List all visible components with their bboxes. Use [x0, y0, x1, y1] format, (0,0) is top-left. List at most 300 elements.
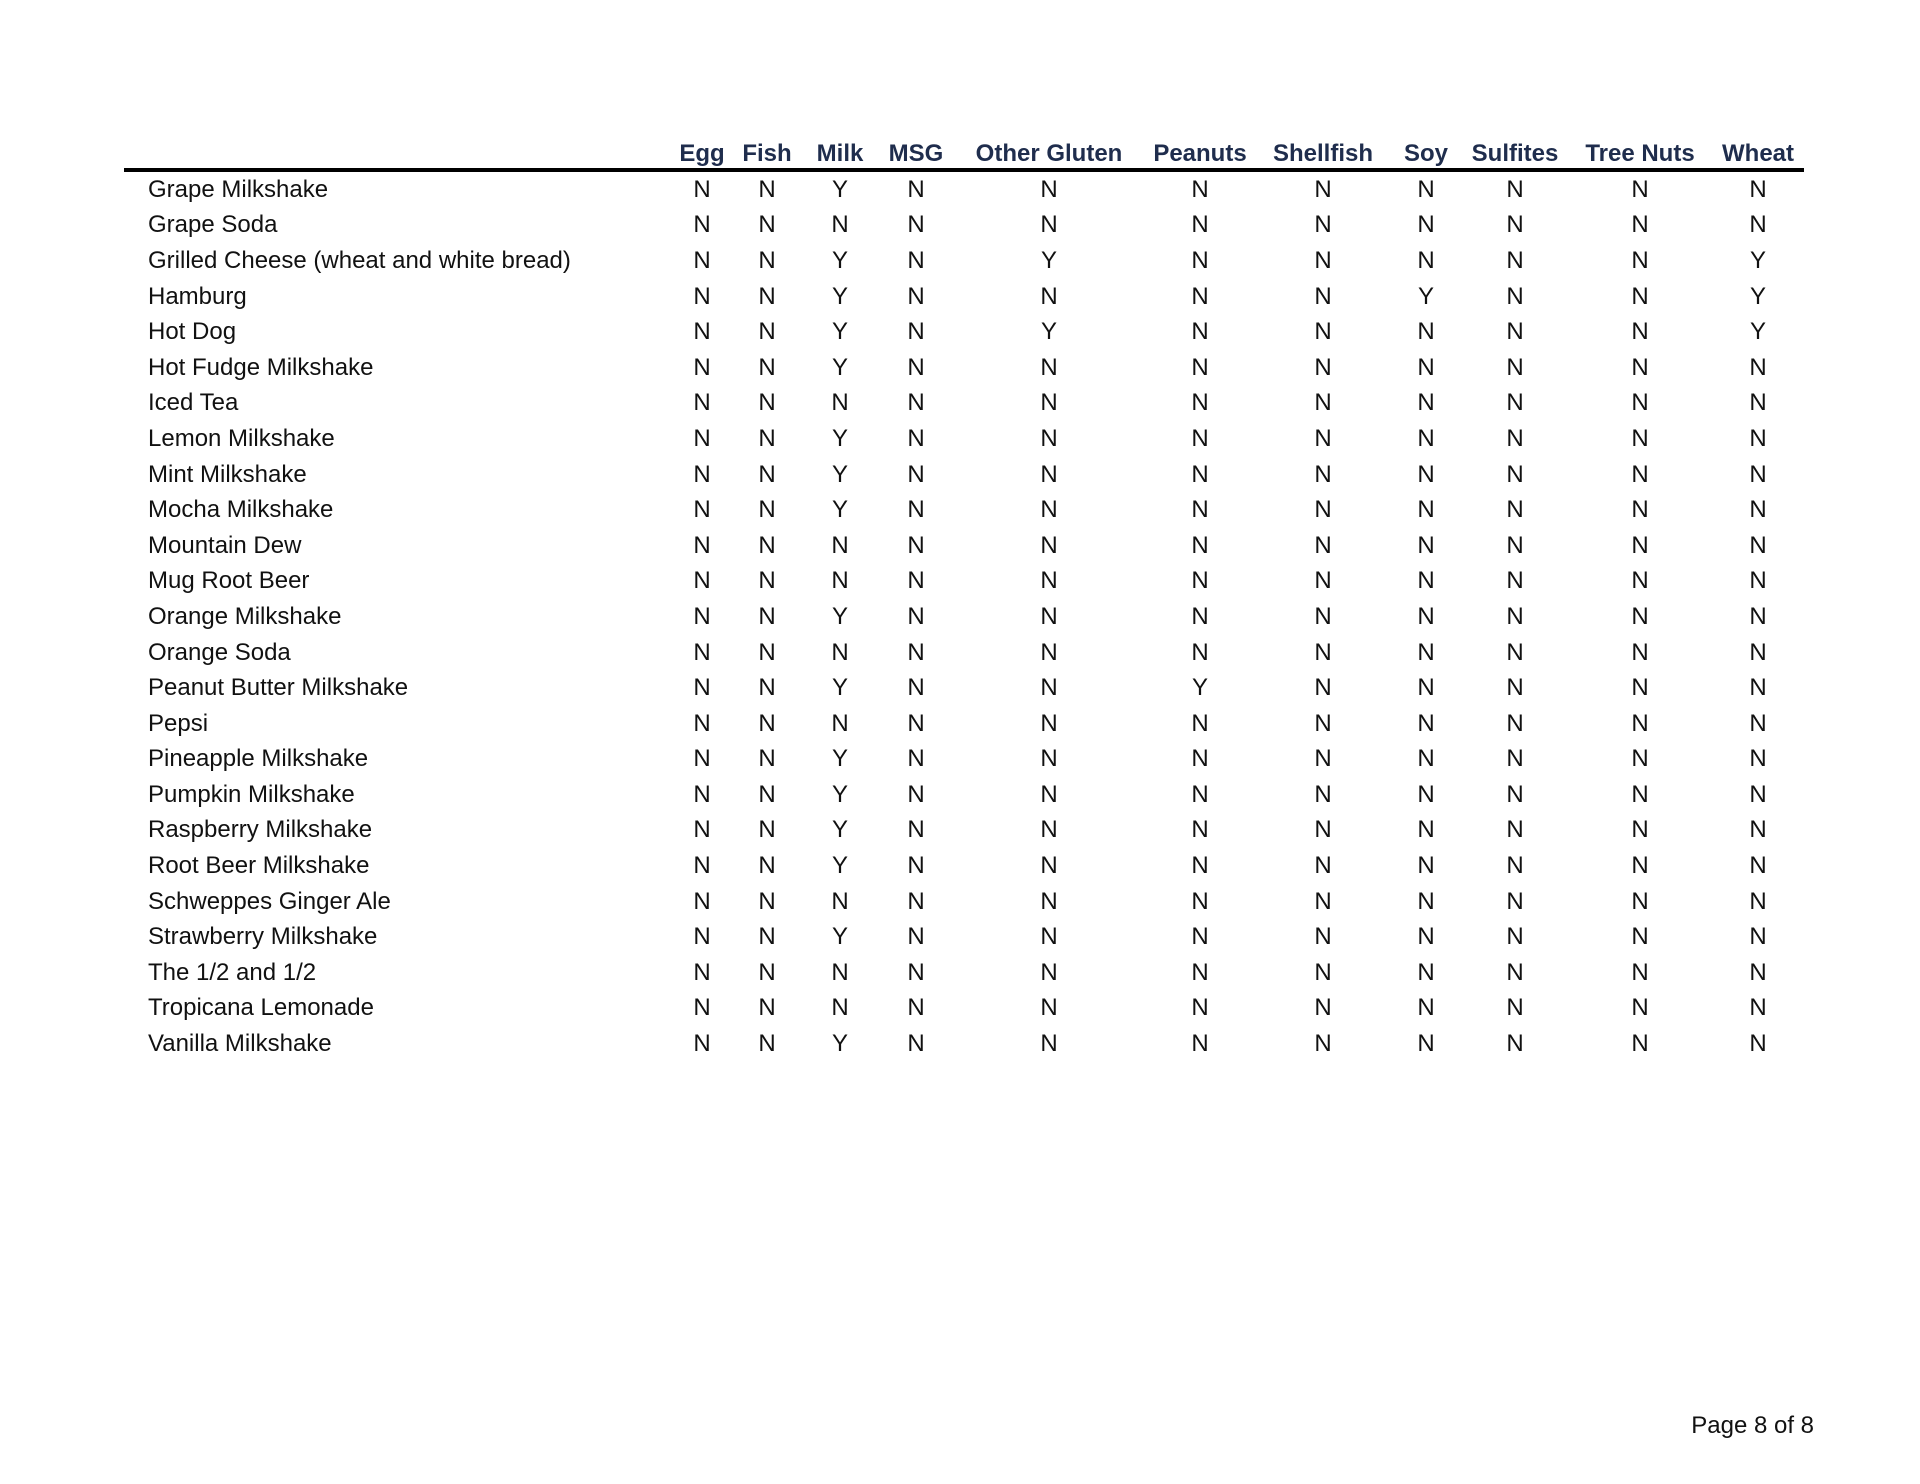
allergen-value-cell: N	[1749, 389, 1767, 417]
allergen-value-cell: N	[1631, 246, 1649, 274]
allergen-value-cell: N	[1314, 282, 1332, 310]
allergen-value-cell: N	[1749, 496, 1767, 524]
allergen-value-cell: N	[1417, 353, 1435, 381]
allergen-value-cell: N	[1314, 1030, 1332, 1058]
allergen-value-cell: N	[1417, 602, 1435, 630]
item-name-cell: Strawberry Milkshake	[148, 923, 378, 951]
allergen-value-cell: N	[1314, 246, 1332, 274]
allergen-value-cell: N	[1506, 318, 1524, 346]
allergen-value-cell: N	[1314, 852, 1332, 880]
table-row	[124, 279, 1804, 315]
allergen-value-cell: Y	[831, 745, 848, 773]
allergen-value-cell: N	[1417, 318, 1435, 346]
allergen-value-cell: N	[907, 923, 925, 951]
allergen-value-cell: N	[1506, 282, 1524, 310]
allergen-value-cell: N	[1040, 958, 1058, 986]
item-name-cell: Tropicana Lemonade	[148, 994, 374, 1022]
allergen-value-cell: N	[1506, 816, 1524, 844]
allergen-value-cell: N	[1417, 460, 1435, 488]
column-header-sulfites: Sulfites	[1462, 134, 1568, 170]
allergen-value-cell: N	[1506, 353, 1524, 381]
allergen-value-cell: N	[1506, 531, 1524, 559]
column-header-wheat: Wheat	[1712, 134, 1804, 170]
allergen-value-cell: N	[693, 531, 711, 559]
allergen-value-cell: N	[693, 638, 711, 666]
allergen-value-cell: N	[1749, 745, 1767, 773]
allergen-value-cell: N	[1191, 887, 1209, 915]
allergen-value-cell: N	[1749, 709, 1767, 737]
item-name-cell: Raspberry Milkshake	[148, 816, 373, 844]
allergen-value-cell: N	[907, 852, 925, 880]
allergen-value-cell: N	[1631, 958, 1649, 986]
allergen-value-cell: Y	[831, 424, 848, 452]
item-name-cell: Lemon Milkshake	[148, 424, 335, 452]
table-row	[124, 670, 1804, 706]
allergen-value-cell: N	[1506, 958, 1524, 986]
allergen-value-cell: N	[1631, 638, 1649, 666]
allergen-value-cell: N	[1631, 531, 1649, 559]
allergen-value-cell: N	[758, 958, 776, 986]
allergen-value-cell: N	[1040, 602, 1058, 630]
allergen-table	[124, 134, 1804, 1062]
allergen-value-cell: N	[831, 531, 849, 559]
allergen-value-cell: N	[1417, 496, 1435, 524]
item-name-cell: Grape Milkshake	[148, 175, 329, 203]
allergen-value-cell: N	[907, 887, 925, 915]
allergen-value-cell: N	[758, 638, 776, 666]
allergen-value-cell: N	[758, 602, 776, 630]
allergen-value-cell: N	[1314, 460, 1332, 488]
allergen-value-cell: N	[1506, 994, 1524, 1022]
allergen-value-cell: N	[758, 780, 776, 808]
allergen-value-cell: N	[907, 638, 925, 666]
allergen-value-cell: N	[1631, 567, 1649, 595]
allergen-value-cell: N	[1631, 1030, 1649, 1058]
allergen-value-cell: N	[1040, 816, 1058, 844]
allergen-value-cell: N	[693, 816, 711, 844]
column-header-milk: Milk	[802, 134, 878, 170]
allergen-value-cell: N	[1506, 674, 1524, 702]
allergen-value-cell: N	[1191, 531, 1209, 559]
allergen-value-cell: Y	[831, 496, 848, 524]
allergen-value-cell: N	[758, 353, 776, 381]
allergen-value-cell: N	[1040, 389, 1058, 417]
allergen-value-cell: Y	[831, 923, 848, 951]
item-name-cell: Mocha Milkshake	[148, 496, 334, 524]
allergen-value-cell: N	[1417, 852, 1435, 880]
column-header-other-gluten: Other Gluten	[954, 134, 1144, 170]
allergen-value-cell: N	[758, 282, 776, 310]
allergen-value-cell: Y	[831, 780, 848, 808]
allergen-value-cell: N	[1191, 1030, 1209, 1058]
table-row	[124, 243, 1804, 279]
allergen-value-cell: N	[1506, 496, 1524, 524]
allergen-value-cell: N	[1040, 567, 1058, 595]
allergen-value-cell: N	[1417, 887, 1435, 915]
allergen-value-cell: N	[1314, 638, 1332, 666]
allergen-value-cell: N	[907, 709, 925, 737]
allergen-value-cell: N	[758, 211, 776, 239]
table-row	[124, 599, 1804, 635]
allergen-value-cell: N	[1749, 531, 1767, 559]
allergen-value-cell: Y	[831, 674, 848, 702]
item-name-cell: Mountain Dew	[148, 531, 302, 559]
allergen-value-cell: N	[1749, 780, 1767, 808]
column-header-soy: Soy	[1390, 134, 1462, 170]
item-column-header	[124, 134, 672, 170]
allergen-value-cell: N	[1749, 602, 1767, 630]
allergen-value-cell: N	[1191, 424, 1209, 452]
allergen-value-cell: N	[693, 923, 711, 951]
allergen-value-cell: N	[1749, 567, 1767, 595]
allergen-value-cell: N	[758, 709, 776, 737]
item-name-cell: Pineapple Milkshake	[148, 745, 369, 773]
allergen-value-cell: N	[1417, 780, 1435, 808]
allergen-value-cell: N	[1417, 531, 1435, 559]
allergen-value-cell: N	[1040, 638, 1058, 666]
allergen-value-cell: N	[831, 958, 849, 986]
allergen-value-cell: N	[693, 602, 711, 630]
allergen-value-cell: N	[693, 460, 711, 488]
table-row	[124, 635, 1804, 671]
item-name-cell: Orange Milkshake	[148, 602, 342, 630]
allergen-value-cell: N	[1506, 709, 1524, 737]
item-name-cell: Mint Milkshake	[148, 460, 307, 488]
item-name-cell: Hamburg	[148, 282, 247, 310]
allergen-value-cell: N	[1417, 211, 1435, 239]
allergen-value-cell: N	[907, 389, 925, 417]
allergen-value-cell: N	[1749, 638, 1767, 666]
allergen-value-cell: Y	[1417, 282, 1434, 310]
allergen-value-cell: N	[693, 1030, 711, 1058]
allergen-value-cell: N	[1191, 638, 1209, 666]
allergen-value-cell: N	[1314, 745, 1332, 773]
allergen-value-cell: N	[831, 887, 849, 915]
allergen-value-cell: N	[1749, 353, 1767, 381]
allergen-value-cell: N	[1417, 958, 1435, 986]
allergen-value-cell: N	[1040, 424, 1058, 452]
allergen-value-cell: N	[831, 211, 849, 239]
allergen-value-cell: N	[758, 887, 776, 915]
table-row	[124, 528, 1804, 564]
allergen-value-cell: N	[907, 602, 925, 630]
allergen-value-cell: N	[693, 674, 711, 702]
allergen-value-cell: N	[1631, 175, 1649, 203]
allergen-value-cell: N	[1631, 887, 1649, 915]
allergen-value-cell: N	[1040, 1030, 1058, 1058]
allergen-value-cell: N	[1314, 318, 1332, 346]
allergen-value-cell: Y	[1191, 674, 1208, 702]
allergen-value-cell: N	[1040, 709, 1058, 737]
allergen-value-cell: N	[1631, 282, 1649, 310]
allergen-value-cell: N	[1417, 994, 1435, 1022]
allergen-value-cell: N	[831, 389, 849, 417]
allergen-value-cell: N	[831, 994, 849, 1022]
allergen-value-cell: N	[693, 780, 711, 808]
allergen-value-cell: N	[758, 175, 776, 203]
allergen-value-cell: N	[1631, 745, 1649, 773]
column-header-fish: Fish	[732, 134, 802, 170]
allergen-value-cell: N	[1191, 353, 1209, 381]
allergen-value-cell: N	[1506, 567, 1524, 595]
allergen-value-cell: N	[1417, 923, 1435, 951]
allergen-value-cell: N	[907, 674, 925, 702]
allergen-value-cell: N	[1506, 460, 1524, 488]
allergen-value-cell: N	[1191, 318, 1209, 346]
allergen-value-cell: Y	[831, 816, 848, 844]
allergen-value-cell: N	[1417, 246, 1435, 274]
item-name-cell: Hot Dog	[148, 318, 237, 346]
table-row	[124, 884, 1804, 920]
item-name-cell: Iced Tea	[148, 389, 239, 417]
item-name-cell: Grape Soda	[148, 211, 278, 239]
table-row	[124, 742, 1804, 778]
allergen-value-cell: N	[907, 816, 925, 844]
allergen-value-cell: N	[758, 816, 776, 844]
table-row	[124, 813, 1804, 849]
allergen-value-cell: N	[1417, 424, 1435, 452]
allergen-value-cell: N	[1749, 923, 1767, 951]
allergen-value-cell: N	[1749, 460, 1767, 488]
allergen-value-cell: N	[1417, 674, 1435, 702]
item-name-cell: Grilled Cheese (wheat and white bread)	[148, 246, 571, 274]
allergen-value-cell: N	[1417, 567, 1435, 595]
allergen-value-cell: Y	[1040, 246, 1057, 274]
table-row	[124, 386, 1804, 422]
table-row	[124, 350, 1804, 386]
allergen-value-cell: Y	[831, 318, 848, 346]
allergen-value-cell: N	[693, 389, 711, 417]
allergen-value-cell: N	[693, 318, 711, 346]
allergen-value-cell: N	[907, 567, 925, 595]
allergen-value-cell: N	[1314, 780, 1332, 808]
table-row	[124, 208, 1804, 244]
allergen-value-cell: N	[693, 887, 711, 915]
table-row	[124, 170, 1804, 208]
item-name-cell: Vanilla Milkshake	[148, 1030, 332, 1058]
allergen-value-cell: N	[831, 709, 849, 737]
column-header-msg: MSG	[878, 134, 954, 170]
table-row	[124, 777, 1804, 813]
allergen-value-cell: N	[907, 531, 925, 559]
allergen-value-cell: N	[1631, 353, 1649, 381]
allergen-value-cell: N	[693, 852, 711, 880]
allergen-value-cell: N	[693, 175, 711, 203]
allergen-value-cell: N	[907, 282, 925, 310]
allergen-value-cell: N	[1417, 816, 1435, 844]
allergen-value-cell: N	[1040, 353, 1058, 381]
allergen-value-cell: N	[693, 353, 711, 381]
allergen-value-cell: N	[758, 496, 776, 524]
allergen-value-cell: N	[1631, 496, 1649, 524]
allergen-value-cell: N	[693, 246, 711, 274]
allergen-value-cell: N	[1191, 709, 1209, 737]
allergen-value-cell: N	[1040, 994, 1058, 1022]
allergen-value-cell: N	[758, 674, 776, 702]
allergen-value-cell: Y	[831, 175, 848, 203]
column-header-egg: Egg	[672, 134, 732, 170]
allergen-value-cell: N	[693, 211, 711, 239]
allergen-value-cell: N	[831, 638, 849, 666]
allergen-value-cell: N	[758, 531, 776, 559]
allergen-value-cell: N	[693, 745, 711, 773]
allergen-value-cell: N	[693, 958, 711, 986]
header-row	[124, 134, 1804, 170]
allergen-value-cell: N	[758, 460, 776, 488]
allergen-value-cell: Y	[831, 353, 848, 381]
allergen-value-cell: N	[1191, 958, 1209, 986]
allergen-value-cell: N	[693, 496, 711, 524]
allergen-value-cell: N	[1506, 602, 1524, 630]
allergen-value-cell: N	[1191, 211, 1209, 239]
allergen-value-cell: Y	[831, 282, 848, 310]
allergen-value-cell: N	[1191, 816, 1209, 844]
item-name-cell: Hot Fudge Milkshake	[148, 353, 374, 381]
allergen-value-cell: N	[907, 211, 925, 239]
allergen-value-cell: Y	[831, 246, 848, 274]
allergen-value-cell: N	[693, 709, 711, 737]
allergen-value-cell: N	[758, 745, 776, 773]
allergen-value-cell: N	[1506, 1030, 1524, 1058]
allergen-value-cell: N	[1631, 602, 1649, 630]
allergen-value-cell: N	[1191, 994, 1209, 1022]
allergen-value-cell: N	[1191, 567, 1209, 595]
allergen-value-cell: N	[1631, 424, 1649, 452]
allergen-value-cell: N	[1631, 994, 1649, 1022]
allergen-value-cell: N	[1040, 282, 1058, 310]
allergen-value-cell: Y	[831, 852, 848, 880]
allergen-value-cell: N	[1749, 887, 1767, 915]
allergen-value-cell: N	[1506, 923, 1524, 951]
allergen-value-cell: N	[1506, 887, 1524, 915]
allergen-value-cell: N	[1506, 389, 1524, 417]
allergen-value-cell: N	[1040, 887, 1058, 915]
allergen-value-cell: N	[693, 282, 711, 310]
allergen-value-cell: N	[1506, 246, 1524, 274]
allergen-value-cell: N	[1631, 674, 1649, 702]
allergen-value-cell: N	[907, 318, 925, 346]
allergen-value-cell: N	[693, 424, 711, 452]
table-row	[124, 955, 1804, 991]
item-name-cell: The 1/2 and 1/2	[148, 958, 317, 986]
allergen-value-cell: N	[1506, 745, 1524, 773]
allergen-value-cell: N	[1314, 816, 1332, 844]
allergen-value-cell: N	[758, 424, 776, 452]
allergen-value-cell: N	[1749, 211, 1767, 239]
allergen-value-cell: N	[1191, 780, 1209, 808]
allergen-value-cell: N	[693, 994, 711, 1022]
allergen-value-cell: Y	[831, 1030, 848, 1058]
allergen-value-cell: N	[1417, 175, 1435, 203]
table-row	[124, 314, 1804, 350]
allergen-value-cell: N	[907, 353, 925, 381]
allergen-value-cell: N	[1040, 531, 1058, 559]
allergen-value-cell: N	[1040, 923, 1058, 951]
allergen-value-cell: N	[758, 389, 776, 417]
allergen-value-cell: N	[1631, 709, 1649, 737]
allergen-value-cell: Y	[1749, 282, 1766, 310]
column-header-peanuts: Peanuts	[1144, 134, 1256, 170]
item-name-cell: Schweppes Ginger Ale	[148, 887, 391, 915]
allergen-value-cell: N	[907, 994, 925, 1022]
allergen-value-cell: N	[1040, 496, 1058, 524]
table-row	[124, 848, 1804, 884]
allergen-value-cell: N	[1191, 246, 1209, 274]
allergen-value-cell: N	[1040, 674, 1058, 702]
allergen-value-cell: N	[1040, 852, 1058, 880]
allergen-value-cell: N	[1749, 1030, 1767, 1058]
item-name-cell: Orange Soda	[148, 638, 291, 666]
allergen-value-cell: N	[758, 567, 776, 595]
column-header-shellfish: Shellfish	[1256, 134, 1390, 170]
table-row	[124, 1026, 1804, 1062]
column-header-tree-nuts: Tree Nuts	[1568, 134, 1712, 170]
allergen-value-cell: N	[1314, 567, 1332, 595]
allergen-value-cell: N	[1191, 923, 1209, 951]
allergen-value-cell: N	[1417, 638, 1435, 666]
allergen-value-cell: N	[1314, 887, 1332, 915]
allergen-value-cell: N	[1040, 780, 1058, 808]
allergen-value-cell: N	[1749, 852, 1767, 880]
allergen-value-cell: N	[1631, 780, 1649, 808]
allergen-value-cell: N	[1191, 389, 1209, 417]
allergen-value-cell: N	[907, 424, 925, 452]
allergen-value-cell: N	[1506, 424, 1524, 452]
allergen-value-cell: N	[758, 994, 776, 1022]
table-row	[124, 457, 1804, 493]
allergen-value-cell: N	[1314, 496, 1332, 524]
allergen-value-cell: N	[1191, 745, 1209, 773]
item-name-cell: Mug Root Beer	[148, 567, 310, 595]
allergen-value-cell: N	[1749, 994, 1767, 1022]
allergen-value-cell: Y	[831, 460, 848, 488]
allergen-value-cell: N	[1417, 1030, 1435, 1058]
table-row	[124, 706, 1804, 742]
allergen-value-cell: N	[1631, 389, 1649, 417]
allergen-value-cell: N	[1191, 282, 1209, 310]
allergen-value-cell: N	[907, 1030, 925, 1058]
allergen-value-cell: N	[907, 958, 925, 986]
allergen-value-cell: N	[1417, 745, 1435, 773]
allergen-value-cell: N	[1417, 709, 1435, 737]
allergen-value-cell: N	[907, 745, 925, 773]
table-row	[124, 564, 1804, 600]
allergen-value-cell: N	[907, 460, 925, 488]
allergen-value-cell: N	[1314, 709, 1332, 737]
allergen-value-cell: N	[1631, 816, 1649, 844]
allergen-value-cell: Y	[831, 602, 848, 630]
item-name-cell: Pumpkin Milkshake	[148, 780, 355, 808]
allergen-value-cell: N	[831, 567, 849, 595]
allergen-value-cell: N	[1417, 389, 1435, 417]
allergen-value-cell: N	[1506, 780, 1524, 808]
allergen-value-cell: N	[1314, 994, 1332, 1022]
allergen-value-cell: N	[1040, 460, 1058, 488]
allergen-value-cell: N	[1506, 175, 1524, 203]
allergen-value-cell: N	[1314, 389, 1332, 417]
allergen-value-cell: N	[1191, 460, 1209, 488]
allergen-value-cell: N	[1314, 175, 1332, 203]
table-row	[124, 421, 1804, 457]
page-number: Page 8 of 8	[1691, 1412, 1814, 1439]
table-row	[124, 492, 1804, 528]
allergen-value-cell: N	[758, 852, 776, 880]
allergen-value-cell: N	[907, 175, 925, 203]
allergen-value-cell: N	[907, 246, 925, 274]
table-row	[124, 919, 1804, 955]
allergen-value-cell: N	[1631, 318, 1649, 346]
allergen-value-cell: N	[1314, 424, 1332, 452]
